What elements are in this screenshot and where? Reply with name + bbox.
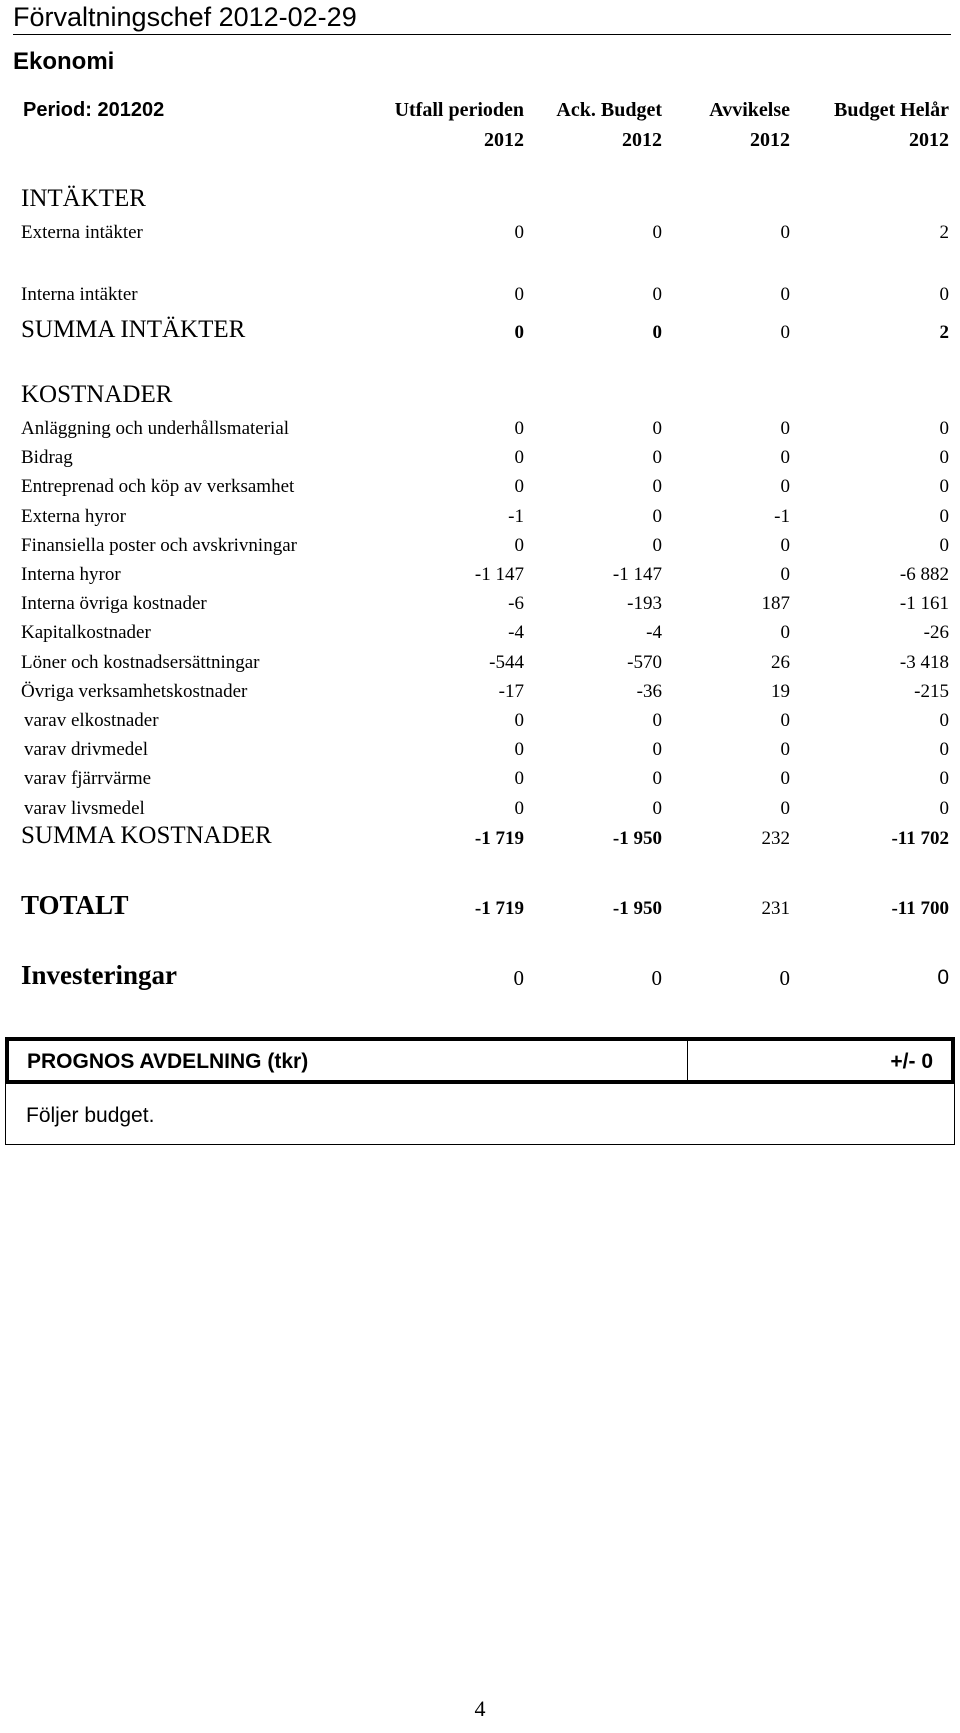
cell-utfall: 0 [514, 710, 524, 731]
cell-avvikelse: 0 [780, 768, 790, 789]
cell-utfall: -544 [489, 652, 524, 673]
cell-avvikelse: -1 [774, 506, 790, 527]
cell-ack-budget: 0 [652, 739, 662, 760]
cell-budget-helar: 0 [939, 710, 949, 731]
cell-ack-budget: 0 [652, 476, 662, 497]
cell-ack-budget: 0 [652, 222, 662, 243]
col-year-ack-budget: 2012 [622, 129, 662, 151]
cell-avvikelse: 26 [771, 652, 790, 673]
row-label: Kapitalkostnader [21, 622, 151, 643]
cell-ack-budget: 0 [652, 798, 662, 819]
prognos-box [5, 1037, 955, 1145]
row-label: Interna övriga kostnader [21, 593, 207, 614]
cell-ack-budget: -1 950 [612, 898, 662, 919]
cell-utfall: 0 [514, 322, 524, 343]
cell-ack-budget: 0 [651, 966, 662, 990]
cell-budget-helar: 0 [937, 966, 949, 989]
page-header: Förvaltningschef 2012-02-29 [13, 0, 951, 35]
row-label: varav elkostnader [24, 710, 159, 731]
row-label: Övriga verksamhetskostnader [21, 681, 248, 702]
cell-utfall: 0 [514, 739, 524, 760]
cell-utfall: 0 [514, 222, 524, 243]
cell-ack-budget: 0 [652, 322, 662, 343]
cell-utfall: -17 [498, 681, 524, 702]
cell-budget-helar: -1 161 [899, 593, 949, 614]
prognos-value: +/- 0 [890, 1050, 933, 1073]
cell-ack-budget: 0 [652, 710, 662, 731]
section-title: Ekonomi [13, 48, 115, 75]
col-header-avvikelse: Avvikelse [709, 99, 790, 121]
table-row [0, 535, 960, 563]
cell-budget-helar: 0 [939, 768, 949, 789]
cell-budget-helar: 0 [939, 284, 949, 305]
cell-budget-helar: 0 [939, 447, 949, 468]
col-header-utfall: Utfall perioden [394, 99, 524, 121]
prognos-label: PROGNOS AVDELNING (tkr) [27, 1050, 309, 1073]
cell-utfall: 0 [514, 798, 524, 819]
cell-utfall: -1 [508, 506, 524, 527]
cell-utfall: 0 [514, 768, 524, 789]
table-row [0, 476, 960, 504]
col-year-avvikelse: 2012 [750, 129, 790, 151]
table-row [0, 222, 960, 250]
cell-ack-budget: 0 [652, 284, 662, 305]
cell-avvikelse: 0 [780, 622, 790, 643]
cell-ack-budget: -36 [636, 681, 662, 702]
cell-budget-helar: -11 700 [891, 898, 949, 919]
row-label: Interna hyror [21, 564, 121, 585]
prognos-header [5, 1037, 955, 1084]
row-label: Externa intäkter [21, 222, 143, 243]
intakter-title: INTÄKTER [21, 185, 146, 212]
cell-ack-budget: 0 [652, 768, 662, 789]
cell-utfall: 0 [514, 284, 524, 305]
investeringar-row [0, 960, 960, 996]
cell-avvikelse: 0 [779, 966, 790, 990]
cell-budget-helar: -3 418 [899, 652, 949, 673]
cell-utfall: 0 [513, 966, 524, 990]
cell-avvikelse: 187 [761, 593, 790, 614]
row-label: Bidrag [21, 447, 73, 468]
table-row [0, 418, 960, 446]
summa-kostnader-row [0, 822, 960, 856]
col-year-budget-helar: 2012 [909, 129, 949, 151]
cell-budget-helar: -26 [923, 622, 949, 643]
row-label: Finansiella poster och avskrivningar [21, 535, 297, 556]
cell-ack-budget: 0 [652, 535, 662, 556]
row-label: varav livsmedel [24, 798, 145, 819]
table-row [0, 739, 960, 767]
cell-budget-helar: 2 [939, 222, 949, 243]
totalt-label: TOTALT [21, 890, 129, 920]
cell-avvikelse: 0 [780, 739, 790, 760]
prognos-note: Följer budget. [26, 1104, 155, 1127]
table-row [0, 284, 960, 312]
cell-utfall: -1 719 [474, 828, 524, 849]
cell-budget-helar: 0 [939, 506, 949, 527]
cell-avvikelse: 0 [780, 535, 790, 556]
cell-ack-budget: 0 [652, 506, 662, 527]
kostnader-title: KOSTNADER [21, 381, 173, 408]
table-row [0, 681, 960, 709]
cell-utfall: -1 147 [474, 564, 524, 585]
cell-ack-budget: -570 [627, 652, 662, 673]
cell-ack-budget: -193 [627, 593, 662, 614]
cell-budget-helar: 2 [939, 322, 949, 343]
cell-avvikelse: 0 [780, 476, 790, 497]
cell-ack-budget: 0 [652, 418, 662, 439]
table-row [0, 652, 960, 680]
row-label: Entreprenad och köp av verksamhet [21, 476, 295, 497]
cell-utfall: 0 [514, 418, 524, 439]
row-label: varav fjärrvärme [24, 768, 152, 789]
table-row [0, 564, 960, 592]
row-label: Externa hyror [21, 506, 126, 527]
table-row [0, 622, 960, 650]
table-row [0, 710, 960, 738]
cell-utfall: -1 719 [474, 898, 524, 919]
cell-avvikelse: 0 [780, 222, 790, 243]
col-header-ack-budget: Ack. Budget [556, 99, 662, 121]
cell-avvikelse: 0 [780, 322, 790, 343]
cell-ack-budget: -1 950 [612, 828, 662, 849]
cell-utfall: 0 [514, 447, 524, 468]
cell-budget-helar: 0 [939, 798, 949, 819]
cell-ack-budget: -4 [646, 622, 662, 643]
row-label: Anläggning och underhållsmaterial [21, 418, 290, 439]
table-row [0, 506, 960, 534]
row-label: Löner och kostnadsersättningar [21, 652, 260, 673]
cell-avvikelse: 0 [780, 710, 790, 731]
table-header-row-1 [0, 99, 960, 125]
prognos-divider [687, 1041, 688, 1080]
cell-avvikelse: 0 [780, 564, 790, 585]
cell-ack-budget: 0 [652, 447, 662, 468]
cell-avvikelse: 232 [761, 828, 790, 849]
table-header-row-2 [0, 129, 960, 155]
cell-budget-helar: 0 [939, 739, 949, 760]
cell-utfall: 0 [514, 535, 524, 556]
col-header-budget-helar: Budget Helår [834, 99, 949, 121]
table-row [0, 593, 960, 621]
cell-avvikelse: 0 [780, 284, 790, 305]
cell-avvikelse: 0 [780, 798, 790, 819]
cell-budget-helar: -6 882 [899, 564, 949, 585]
col-year-utfall: 2012 [484, 129, 524, 151]
cell-budget-helar: -11 702 [891, 828, 949, 849]
summa-kostnader-label: SUMMA KOSTNADER [21, 822, 272, 849]
cell-utfall: -4 [508, 622, 524, 643]
cell-avvikelse: 231 [761, 898, 790, 919]
period-label: Period: 201202 [23, 99, 165, 121]
summa-intakter-row [0, 316, 960, 350]
summa-intakter-label: SUMMA INTÄKTER [21, 316, 246, 343]
cell-budget-helar: 0 [939, 476, 949, 497]
cell-budget-helar: 0 [939, 418, 949, 439]
row-label: Interna intäkter [21, 284, 138, 305]
cell-avvikelse: 19 [771, 681, 790, 702]
page-number: 4 [474, 1696, 486, 1721]
cell-avvikelse: 0 [780, 447, 790, 468]
totalt-row [0, 890, 960, 926]
cell-avvikelse: 0 [780, 418, 790, 439]
cell-ack-budget: -1 147 [612, 564, 662, 585]
investeringar-label: Investeringar [21, 960, 177, 990]
cell-budget-helar: -215 [914, 681, 949, 702]
table-row [0, 447, 960, 475]
row-label: varav drivmedel [24, 739, 148, 760]
cell-utfall: -6 [508, 593, 524, 614]
table-row [0, 768, 960, 796]
cell-utfall: 0 [514, 476, 524, 497]
cell-budget-helar: 0 [939, 535, 949, 556]
